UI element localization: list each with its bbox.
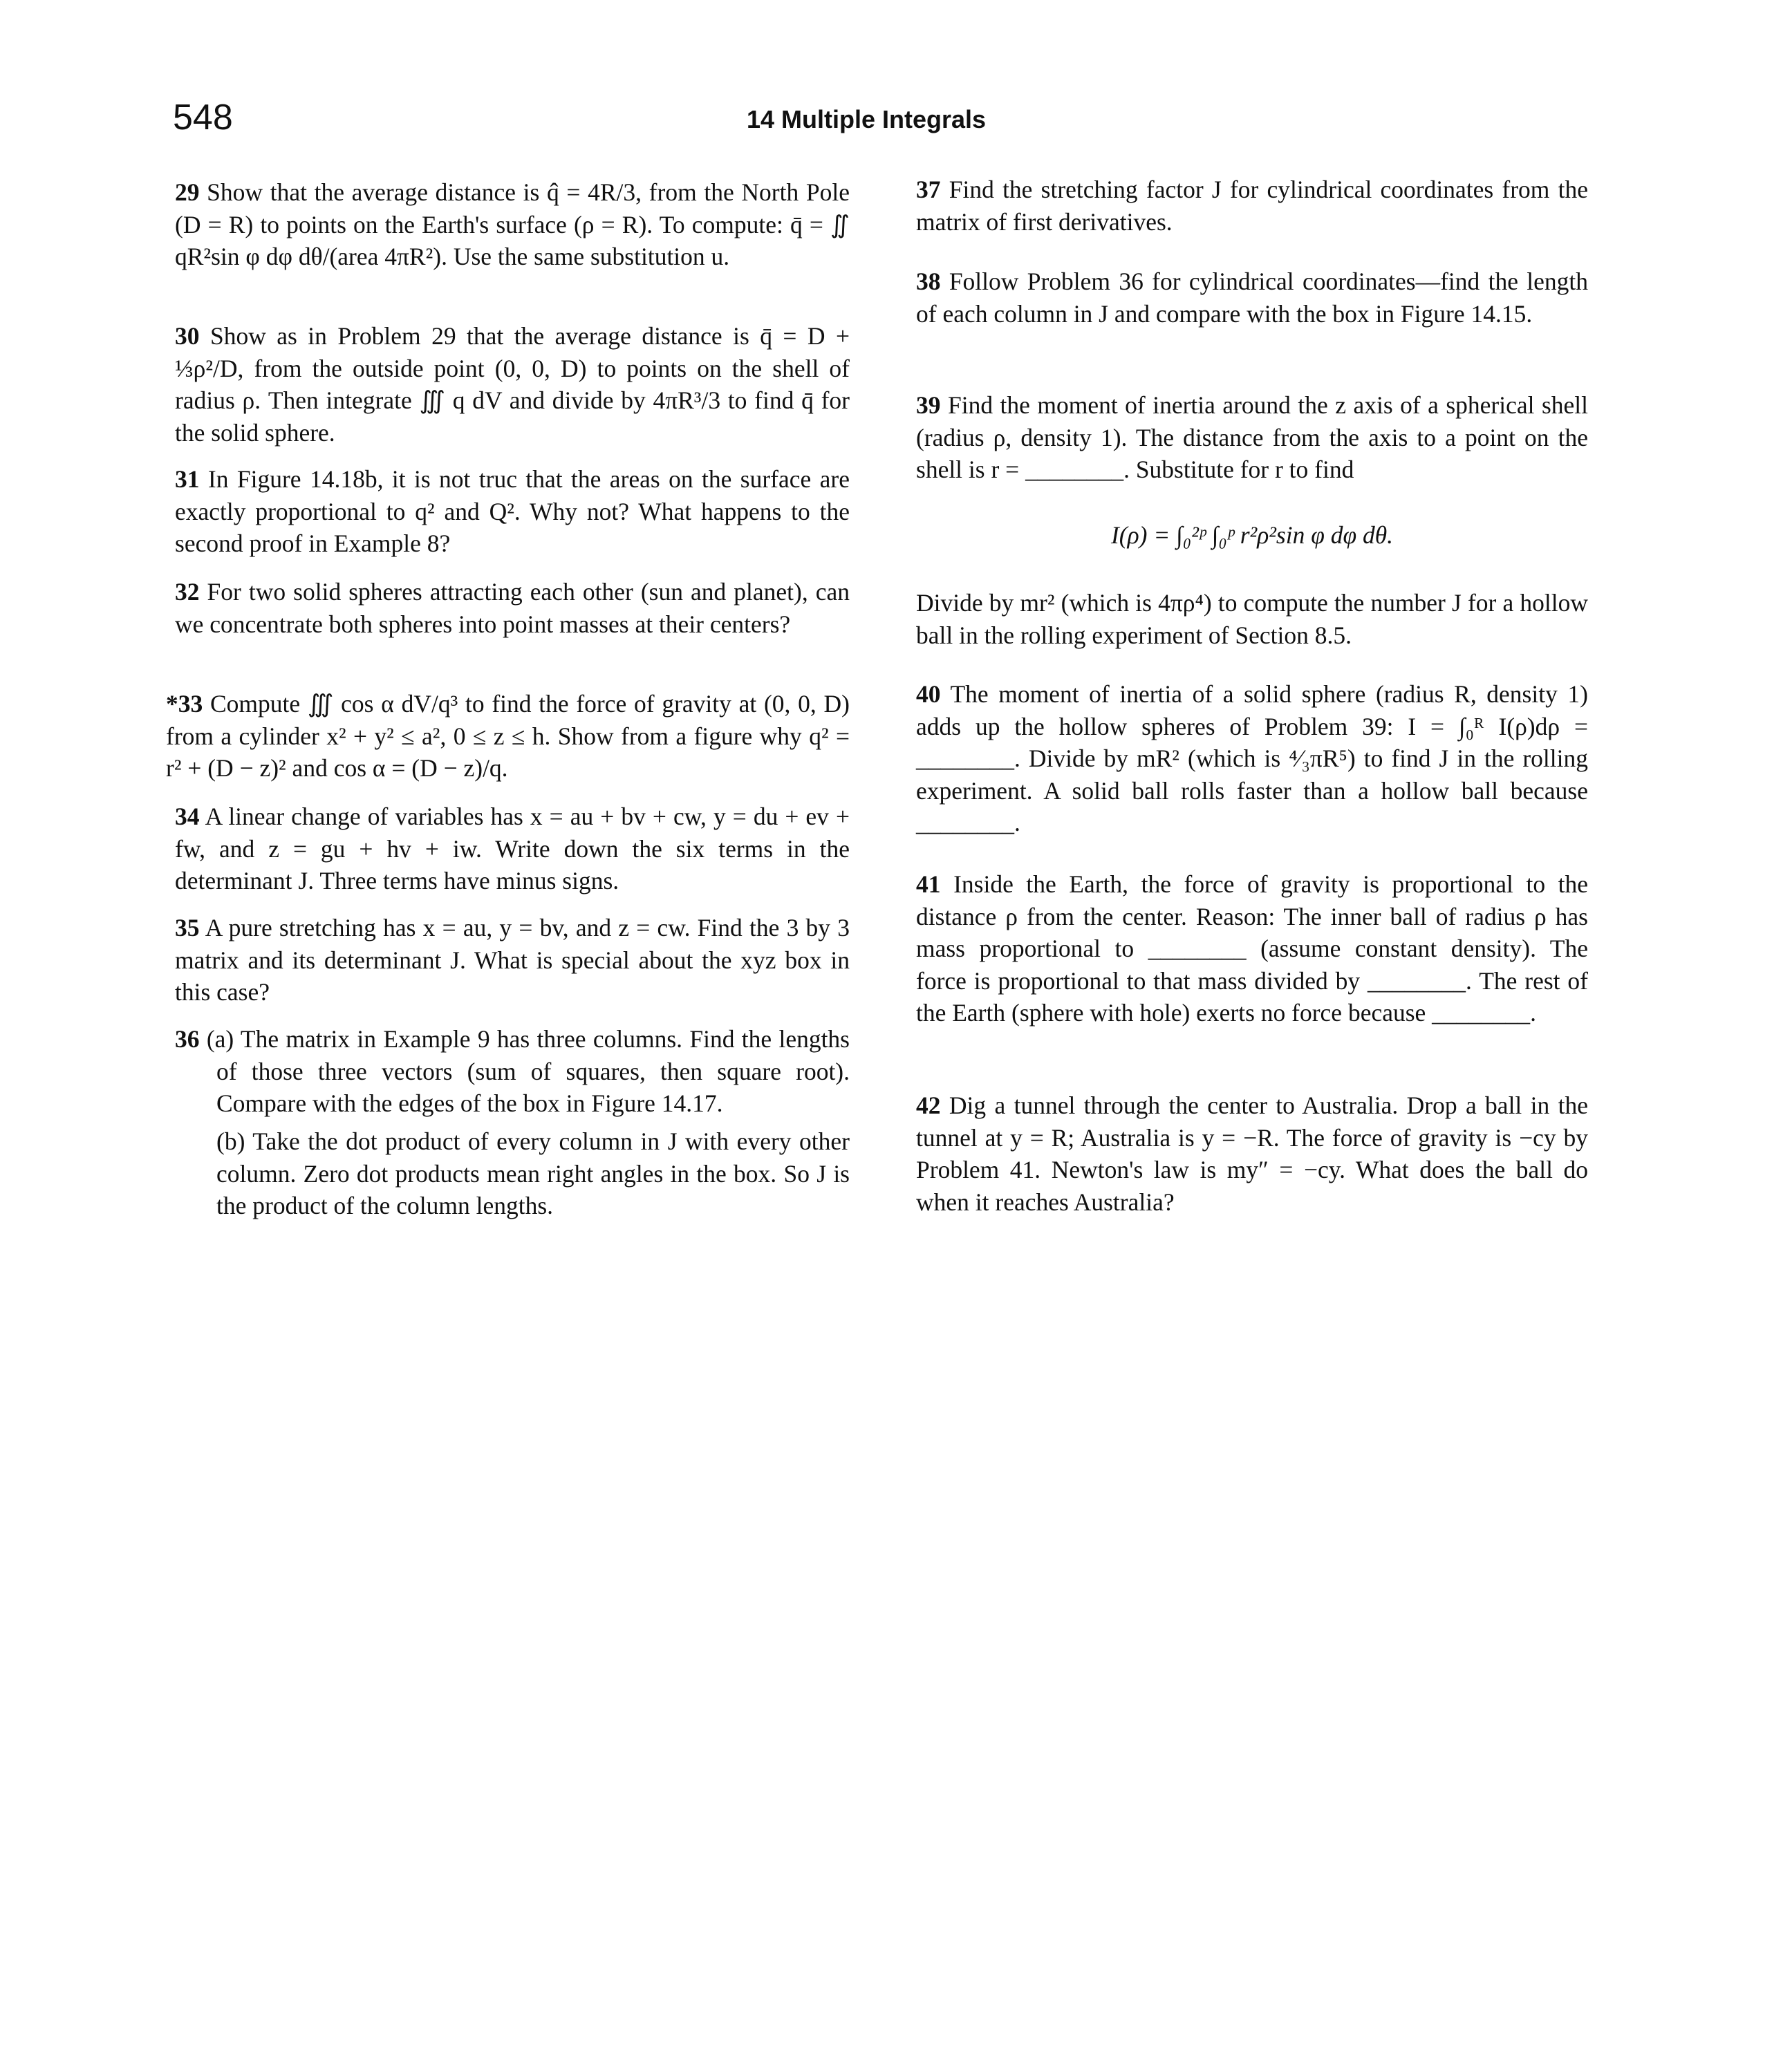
problem-number: 34: [175, 803, 200, 830]
problem-42: [916, 1089, 1588, 1218]
problem-number: 42: [916, 1091, 941, 1119]
problem-number: 35: [175, 914, 200, 941]
problem-30: [175, 320, 850, 449]
page-number: 548: [173, 97, 233, 138]
problem-38: [916, 265, 1588, 330]
problem-number: 31: [175, 465, 200, 493]
problem-text: Dig a tunnel through the center to Australia. Drop a ball in the tunnel at y = R; Australia is y = −R. The force of gravity is −cy by Problem 41. Newton's law is my″ = −cy. What does the ball do when it reaches Australia?: [916, 1091, 1588, 1216]
problem-32: [175, 576, 850, 640]
problem-35: [175, 912, 850, 1009]
problem-number: 30: [175, 322, 200, 350]
problem-text: Find the moment of inertia around the z axis of a spherical shell (radius ρ, density 1). The distance from the axis to a point on the shell is r = ________. Substitute for r to find: [916, 391, 1589, 483]
problem-number: 29: [175, 178, 200, 206]
problem-text: In Figure 14.18b, it is not truc that the areas on the surface are exactly proportional to q² and Q². Why not? What happens to the second proof in Example 8?: [175, 465, 850, 557]
problem-text: The moment of inertia of a solid sphere (radius R, density 1) adds up the hollow spheres of Problem 39: I = ∫₀ᴿ I(ρ)dρ = ________. Divide by mR² (which is ⁴⁄₃πR⁵) to find J in the rolling experiment. A solid ball rolls faster than a hollow ball because ________.: [916, 680, 1588, 836]
problem-39: [916, 389, 1588, 486]
problem-text: Find the stretching factor J for cylindrical coordinates from the matrix of first derivatives.: [916, 176, 1589, 236]
problem-text: Divide by mr² (which is 4πρ⁴) to compute the number J for a hollow ball in the rolling experiment of Section 8.5.: [916, 589, 1588, 649]
problem-text: Follow Problem 36 for cylindrical coordinates—find the length of each column in J and compare with the box in Figure 14.15.: [916, 268, 1588, 328]
problem-number: *33: [166, 690, 203, 718]
display-formula: I(ρ) = ∫₀²ᵖ ∫₀ᵖ r²ρ²sin φ dφ dθ.: [1110, 521, 1394, 549]
problem-text: A linear change of variables has x = au + bv + cw, y = du + ev + fw, and z = gu + hv + iw. Write down the six terms in the determinant J. Three terms have minus signs.: [175, 803, 850, 894]
problem-34: [175, 800, 850, 897]
problem-number: 36: [175, 1025, 200, 1053]
problem-number: 39: [916, 391, 941, 419]
problem-text: A pure stretching has x = au, y = bv, and z = cw. Find the 3 by 3 matrix and its determinant J. What is special about the xyz box in this case?: [175, 914, 850, 1006]
problem-number: 40: [916, 680, 941, 708]
problem-number: 37: [916, 176, 941, 203]
problem-40: [916, 678, 1588, 839]
problem-31: [175, 463, 850, 560]
problem-36a: [175, 1023, 850, 1120]
problem-number: 32: [175, 578, 200, 606]
problem-41: [916, 868, 1588, 1029]
problem-33: [166, 688, 850, 785]
problem-text: Compute ∭ cos α dV/q³ to find the force of gravity at (0, 0, D) from a cylinder x² + y² ≤ a², 0 ≤ z ≤ h. Show from a figure why q² = r² + (D − z)² and cos α = (D − z)/q.: [166, 690, 850, 782]
problem-36b: [216, 1125, 850, 1222]
problem-text: For two solid spheres attracting each other (sun and planet), can we concentrate both spheres into point masses at their centers?: [175, 578, 850, 638]
problem-37: [916, 174, 1588, 238]
problem-text: (b) Take the dot product of every column in J with every other column. Zero dot products mean right angles in the box. So J is the product of the column lengths.: [216, 1127, 850, 1219]
problem-text: Show as in Problem 29 that the average distance is q̄ = D + ⅓ρ²/D, from the outside point (0, 0, D) to points on the shell of radius ρ. Then integrate ∭ q dV and divide by 4πR³/3 to find q̄ for the solid sphere.: [175, 322, 850, 447]
problem-number: 38: [916, 268, 941, 295]
problem-text: (a) The matrix in Example 9 has three columns. Find the lengths of those three vectors (sum of squares, then square root). Compare with the edges of the box in Figure 14.17.: [206, 1025, 850, 1117]
problem-number: 41: [916, 870, 941, 898]
problem-39-continued: [916, 587, 1588, 651]
problem-text: Inside the Earth, the force of gravity is proportional to the distance ρ from the center. Reason: The inner ball of radius ρ has mass proportional to ________ (assume constant density). The force is proportional to that mass divided by ________. The rest of the Earth (sphere with hole) exerts no force because ________.: [916, 870, 1589, 1027]
running-head: 14 Multiple Integrals: [747, 105, 987, 133]
problem-text: Show that the average distance is q̂ = 4R/3, from the North Pole (D = R) to points on the Earth's surface (ρ = R). To compute: q̄ = ∬ qR²sin φ dφ dθ/(area 4πR²). Use the same substitution u.: [175, 178, 850, 270]
problem-29: [175, 176, 850, 273]
